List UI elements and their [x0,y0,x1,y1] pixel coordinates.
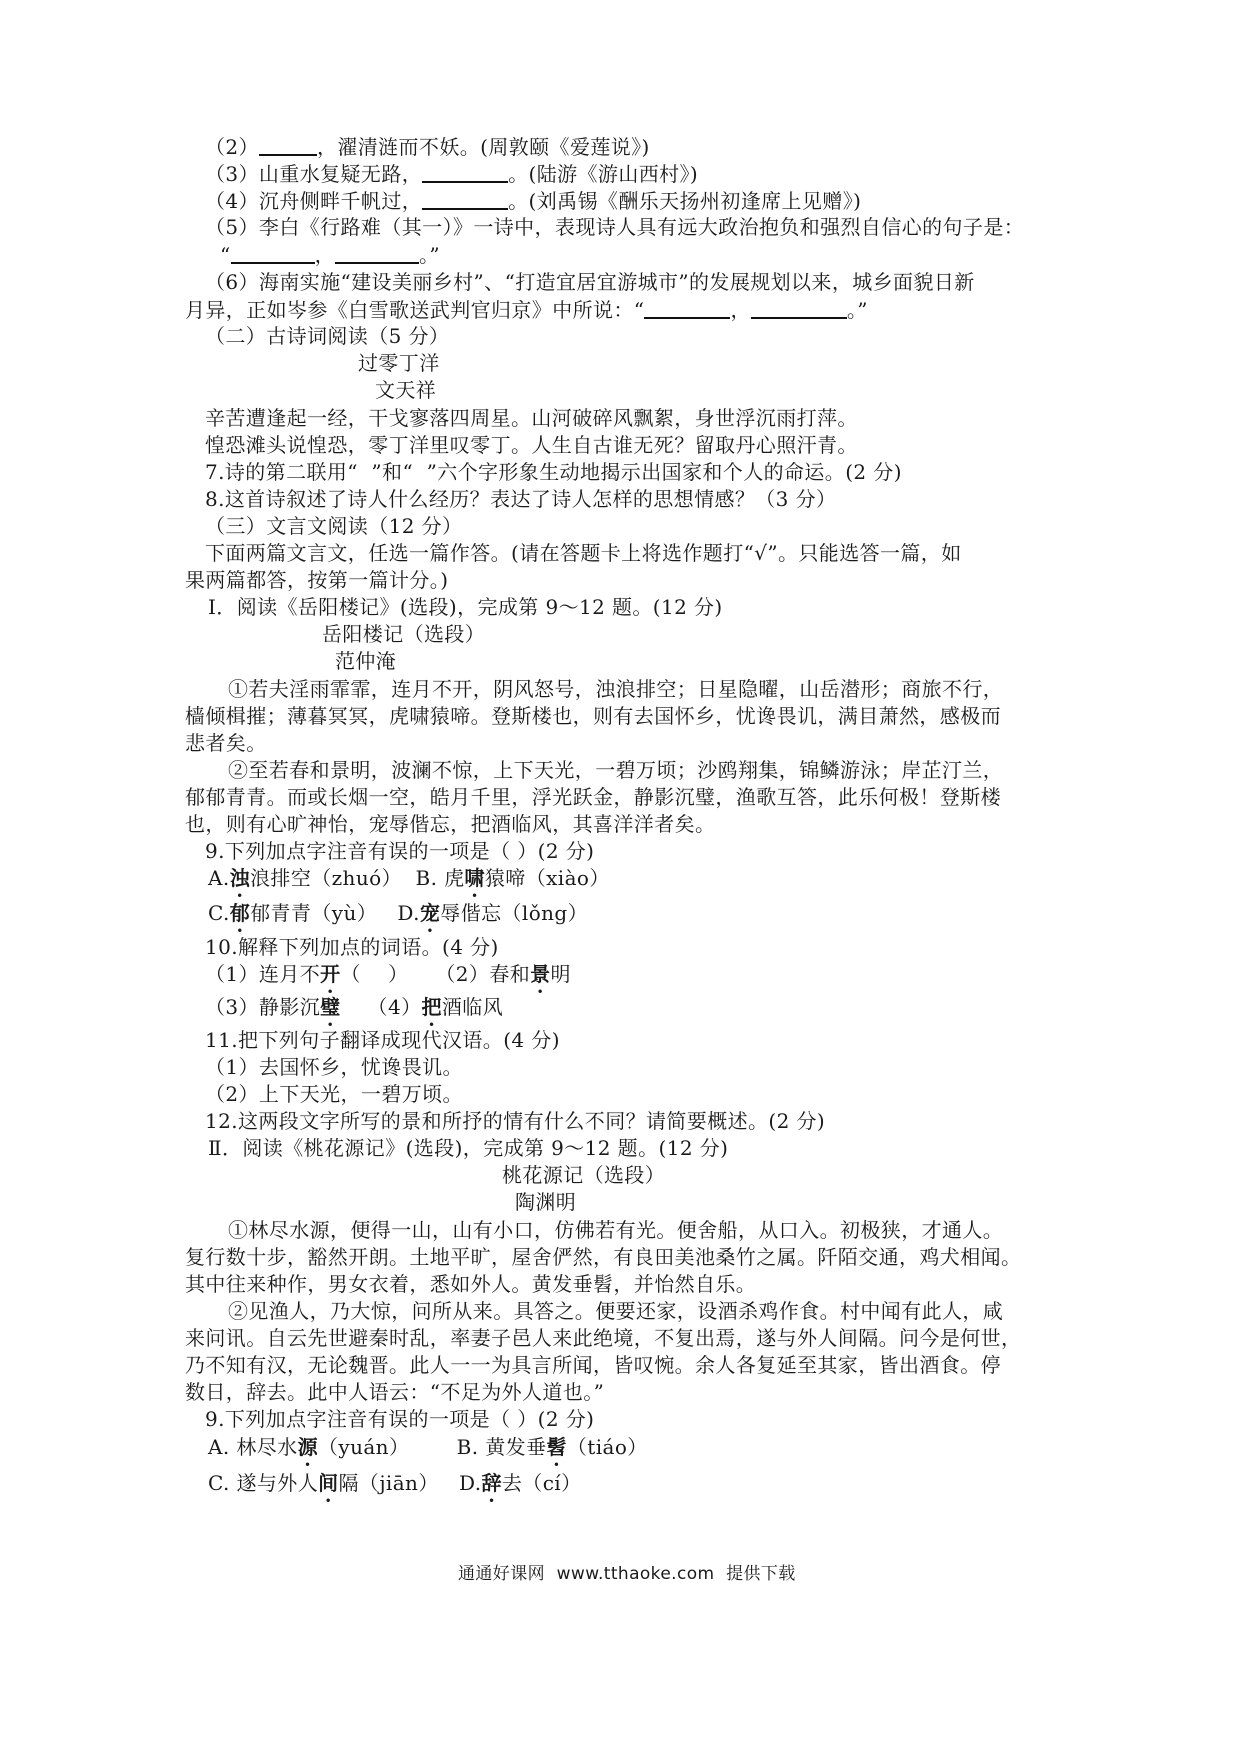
instruction-text: 下面两篇文言文，任选一篇作答。(请在答题卡上将选作题打“√”。只能选答一篇，如 [205,541,962,565]
answer-blank [422,163,508,183]
fill-blank-6-cont [185,299,868,320]
item-text: （3）静影沉 [205,995,321,1019]
dotted-char: 郁 [229,901,251,925]
dotted-char: 宠 [419,901,441,925]
poem-title: 过零丁洋 [358,351,440,375]
option-text: C. 遂与外人 [208,1471,319,1495]
dotted-char: 髫 [546,1435,567,1459]
option-text: C. [208,901,230,925]
option-text: 猿啼（xiào） [484,866,610,890]
item-text: 明 [550,962,571,986]
option-text: 郁青青（yù） D. [250,901,420,925]
passage-title: 桃花源记（选段） [502,1163,666,1187]
question-9: 9.下列加点字注音有误的一项是（ ）(2 分) [205,839,595,863]
line-text: 。(刘禹锡《酬乐天扬州初逢席上见赠》) [508,189,862,213]
passage-title: 岳阳楼记（选段） [322,622,486,646]
fill-blank-4 [205,190,861,211]
passage-line: 樯倾楫摧；薄暮冥冥，虎啸猿啼。登斯楼也，则有去国怀乡，忧谗畏讥，满目萧然，感极而 [185,704,1001,728]
option-text: 辱偕忘（lǒng） [440,901,589,925]
dotted-char: 把 [421,995,442,1019]
passage-line: 数日，辞去。此中人语云：“不足为外人道也。” [185,1380,605,1404]
passage-line: 也，则有心旷神怡，宠辱偕忘，把酒临风，其喜洋洋者矣。 [185,812,716,836]
instruction-text: 果两篇都答，按第一篇计分。) [185,568,449,592]
dotted-char: 璧 [320,995,341,1019]
poem-line: 辛苦遭逢起一经，干戈寥落四周星。山河破碎风飘絮，身世浮沉雨打萍。 [205,406,858,430]
answer-blank [422,190,508,210]
part-heading: Ⅱ．阅读《桃花源记》(选段)，完成第 9～12 题。(12 分) [208,1136,729,1160]
line-text: 。” [419,243,441,267]
part-heading: Ⅰ．阅读《岳阳楼记》(选段)，完成第 9～12 题。(12 分) [208,595,723,619]
line-text: （3）山重水复疑无路， [205,162,423,186]
poem-author: 文天祥 [375,378,437,402]
dotted-char: 景 [530,962,551,986]
line-text: （4）沉舟侧畔千帆过， [205,189,423,213]
line-text: ， [730,298,751,322]
dotted-char: 浊 [229,866,251,890]
passage-line: ②见渔人，乃大惊，问所从来。具答之。便要还家，设酒杀鸡作食。村中闻有此人，咸 [228,1299,1004,1323]
answer-blank [335,244,419,264]
question-option [208,868,610,888]
option-text: 隔（jiān） D. [338,1471,482,1495]
passage-line: 乃不知有汉，无论魏晋。此人一一为具言所闻，皆叹惋。余人各复延至其家，皆出酒食。停 [185,1353,1001,1377]
section-heading: （三）文言文阅读（12 分） [205,514,463,538]
section-heading: （二）古诗词阅读（5 分） [205,324,450,348]
option-text: 浪排空（zhuó） B. 虎 [250,866,465,890]
answer-blank [751,299,847,319]
question-9: 9.下列加点字注音有误的一项是（ ）(2 分) [205,1407,595,1431]
option-text: A. [208,866,230,890]
answer-blank [644,299,730,319]
option-text: （tiáo） [566,1435,648,1459]
dotted-char: 辞 [481,1471,502,1495]
passage-author: 范仲淹 [335,649,397,673]
fill-blank-6: （6）海南实施“建设美丽乡村”、“打造宜居宜游城市”的发展规划以来，城乡面貌日新 [205,270,975,294]
item-text: 酒临风 [441,995,504,1019]
dotted-char: 间 [318,1471,339,1495]
passage-line: ①若夫淫雨霏霏，连月不开，阴风怒号，浊浪排空；日星隐曜，山岳潜形；商旅不行， [228,677,1004,701]
dotted-char: 开 [320,962,341,986]
line-text: （2） [205,135,259,159]
line-text: ， [314,243,336,267]
option-text: 去（cí） [501,1471,582,1495]
fill-blank-5: （5）李白《行路难（其一）》一诗中，表现诗人具有远大政治抱负和强烈自信心的句子是： [205,215,1025,239]
question-12: 12.这两段文字所写的景和所抒的情有什么不同？请简要概述。(2 分) [205,1109,826,1133]
question-item [205,997,503,1017]
option-text: A. 林尽水 [208,1435,298,1459]
answer-blank [231,244,315,264]
line-text: 。(陆游《游山西村》) [508,162,699,186]
page-footer: 通通好课网 www.tthaoke.com 提供下载 [458,1564,796,1584]
question-item: （2）上下天光，一碧万顷。 [205,1082,463,1106]
question-item [205,964,571,984]
poem-line: 惶恐滩头说惶恐，零丁洋里叹零丁。人生自古谁无死？留取丹心照汗青。 [205,433,858,457]
passage-line: ②至若春和景明，波澜不惊，上下天光，一碧万顷；沙鸥翔集，锦鳞游泳；岸芷汀兰， [228,758,1004,782]
question-item: （1）去国怀乡，忧谗畏讥。 [205,1055,463,1079]
answer-blank [259,136,317,156]
passage-author: 陶渊明 [515,1190,577,1214]
passage-line: 悲者矣。 [185,731,267,755]
line-text: 月异，正如岑参《白雪歌送武判官归京》中所说：“ [185,298,645,322]
line-text: “ [220,243,231,267]
passage-line: 来问讯。自云先世避秦时乱，率妻子邑人来此绝境，不复出焉，遂与外人间隔。问今是何世， [185,1326,1022,1350]
fill-blank-3 [205,163,698,184]
passage-line: ①林尽水源，便得一山，山有小口，仿佛若有光。便舍船，从口入。初极狭，才通人。 [228,1218,1004,1242]
dotted-char: 啸 [464,866,485,890]
passage-line: 郁郁青青。而或长烟一空，皓月千里，浮光跃金，静影沉璧，渔歌互答，此乐何极！登斯楼 [185,785,1001,809]
fill-blank-2 [205,136,650,157]
line-text: ，濯清涟而不妖。(周敦颐《爱莲说》) [316,135,650,159]
question-10: 10.解释下列加点的词语。(4 分) [205,935,499,959]
item-text: （4） [340,995,422,1019]
fill-blank-5-answer [220,244,440,265]
question-8: 8.这首诗叙述了诗人什么经历？表达了诗人怎样的思想情感？（3 分） [205,487,837,511]
question-option [208,1473,582,1493]
question-11: 11.把下列句子翻译成现代汉语。(4 分) [205,1028,560,1052]
item-text: （ ） （2）春和 [340,962,531,986]
passage-line: 复行数十步，豁然开朗。土地平旷，屋舍俨然，有良田美池桑竹之属。阡陌交通，鸡犬相闻。 [185,1245,1022,1269]
question-option [208,1437,648,1457]
item-text: （1）连月不 [205,962,321,986]
dotted-char: 源 [297,1435,318,1459]
option-text: （yuán） B. 黄发垂 [317,1435,547,1459]
line-text: 。” [846,298,868,322]
question-7: 7.诗的第二联用“ ”和“ ”六个字形象生动地揭示出国家和个人的命运。(2 分) [205,460,902,484]
passage-line: 其中往来种作，男女衣着，悉如外人。黄发垂髫，并怡然自乐。 [185,1272,757,1296]
question-option [208,903,588,923]
